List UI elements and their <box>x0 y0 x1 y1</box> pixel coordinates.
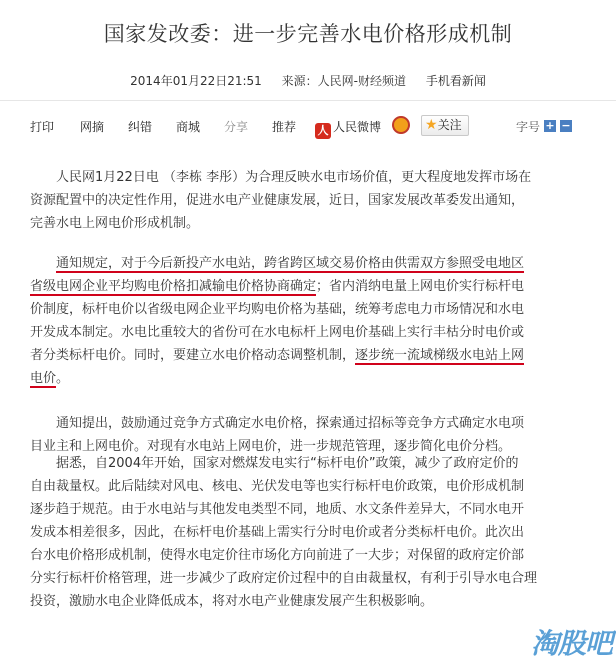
highlight-1: 通知规定，对于今后新投产水电站，跨省跨区域交易价格由供需双方参照受电地区 <box>56 256 525 271</box>
p2-line-1 <box>30 252 582 275</box>
share-label: 分享 <box>224 120 249 134</box>
sohu-share-icon[interactable] <box>392 116 410 134</box>
weibo-icon: 人 <box>315 123 331 139</box>
mobile-news-link[interactable]: 手机看新闻 <box>425 74 486 88</box>
p1-line-1: 人民网1月22日电 （李栋 李彤）为合理反映水电市场价值，更大程度地发挥市场在 <box>56 170 532 185</box>
mall-button[interactable]: 商城 <box>176 120 201 134</box>
watermark-logo: 淘股吧 <box>530 627 612 660</box>
p4-line-1: 据悉，自2004年开始，国家对燃煤发电实行“标杆电价”政策，减少了政府定价的 <box>56 456 519 471</box>
font-decrease-button[interactable]: − <box>561 119 571 132</box>
publish-date: 2014年01月22日21:51 <box>130 74 262 88</box>
p3-line-1: 通知提出，鼓励通过竞争方式确定水电价格，探索通过招标等竞争方式确定水电项 <box>56 416 525 431</box>
star-icon: ★ <box>425 117 438 133</box>
p4-line-5: 台水电价格形成机制，使得水电定价往市场化方向前进了一大步；对保留的政府定价部 <box>30 548 525 563</box>
digest-button[interactable]: 网摘 <box>80 120 105 134</box>
p3-line-2: 目业主和上网电价。对现有水电站上网电价，进一步规范管理，逐步简化电价分档。 <box>30 439 512 454</box>
recommend-label: 推荐 <box>272 120 297 134</box>
p4-line-4: 发成本相差很多，因此，在标杆电价基础上需实行分时电价或者分类标杆电价。此次出 <box>30 525 525 540</box>
article-toolbar <box>0 116 616 140</box>
p4-line-2: 自由裁量权。此后陆续对风电、核电、光伏发电等也实行标杆电价政策，电价形成机制 <box>30 479 525 494</box>
correct-button[interactable]: 纠错 <box>128 120 153 134</box>
p2-line-2-rest: ；省内消纳电量上网电价实行标杆电 <box>316 279 525 294</box>
p2-line-6-rest: 。 <box>56 371 70 386</box>
people-weibo-button[interactable] <box>315 118 381 139</box>
highlight-2: 省级电网企业平均购电价格扣减输电价格协商确定 <box>30 279 317 294</box>
p4-line-6: 分实行标杆价格管理，进一步减少了政府定价过程中的自由裁量权，有利于引导水电合理 <box>30 571 538 586</box>
highlight-3: 逐步统一流域梯级水电站上网 <box>355 348 525 363</box>
article-meta <box>0 72 616 89</box>
paragraph-4 <box>30 452 582 613</box>
follow-label: 关注 <box>437 118 462 132</box>
divider <box>0 100 616 101</box>
p4-line-3: 逐步趋于规范。由于水电站与其他发电类型不同，地质、水文条件差异大，不同水电开 <box>30 502 525 517</box>
font-increase-button[interactable]: + <box>545 119 555 132</box>
article-title: 国家发改委：进一步完善水电价格形成机制 <box>103 22 513 46</box>
follow-button[interactable] <box>421 115 469 136</box>
paragraph-2 <box>30 252 582 390</box>
p2-line-5-start: 者分类标杆电价。同时，要建立水电价格动态调整机制， <box>30 348 356 363</box>
p1-line-2: 资源配置中的决定性作用，促进水电产业健康发展，近日，国家发展改革委发出通知， <box>30 193 525 208</box>
weibo-label: 人民微博 <box>333 120 382 134</box>
p1-line-3: 完善水电上网电价形成机制。 <box>30 216 200 231</box>
p2-line-4: 开发成本制定。水电比重较大的省份可在水电标杆上网电价基础上实行丰枯分时电价或 <box>30 325 525 340</box>
p2-line-5 <box>30 344 582 367</box>
p2-line-3: 价制度，标杆电价以省级电网企业平均购电价格为基础，统筹考虑电力市场情况和水电 <box>30 302 525 317</box>
print-button[interactable]: 打印 <box>30 120 55 134</box>
paragraph-1 <box>30 166 582 235</box>
highlight-4: 电价 <box>30 371 57 386</box>
font-size-label: 字号 <box>516 120 541 134</box>
p2-line-6 <box>30 367 582 390</box>
article-source[interactable]: 来源：人民网-财经频道 <box>281 74 406 88</box>
p4-line-7: 投资，激励水电企业降低成本，将对水电产业健康发展产生积极影响。 <box>30 594 434 609</box>
p2-line-2 <box>30 275 582 298</box>
